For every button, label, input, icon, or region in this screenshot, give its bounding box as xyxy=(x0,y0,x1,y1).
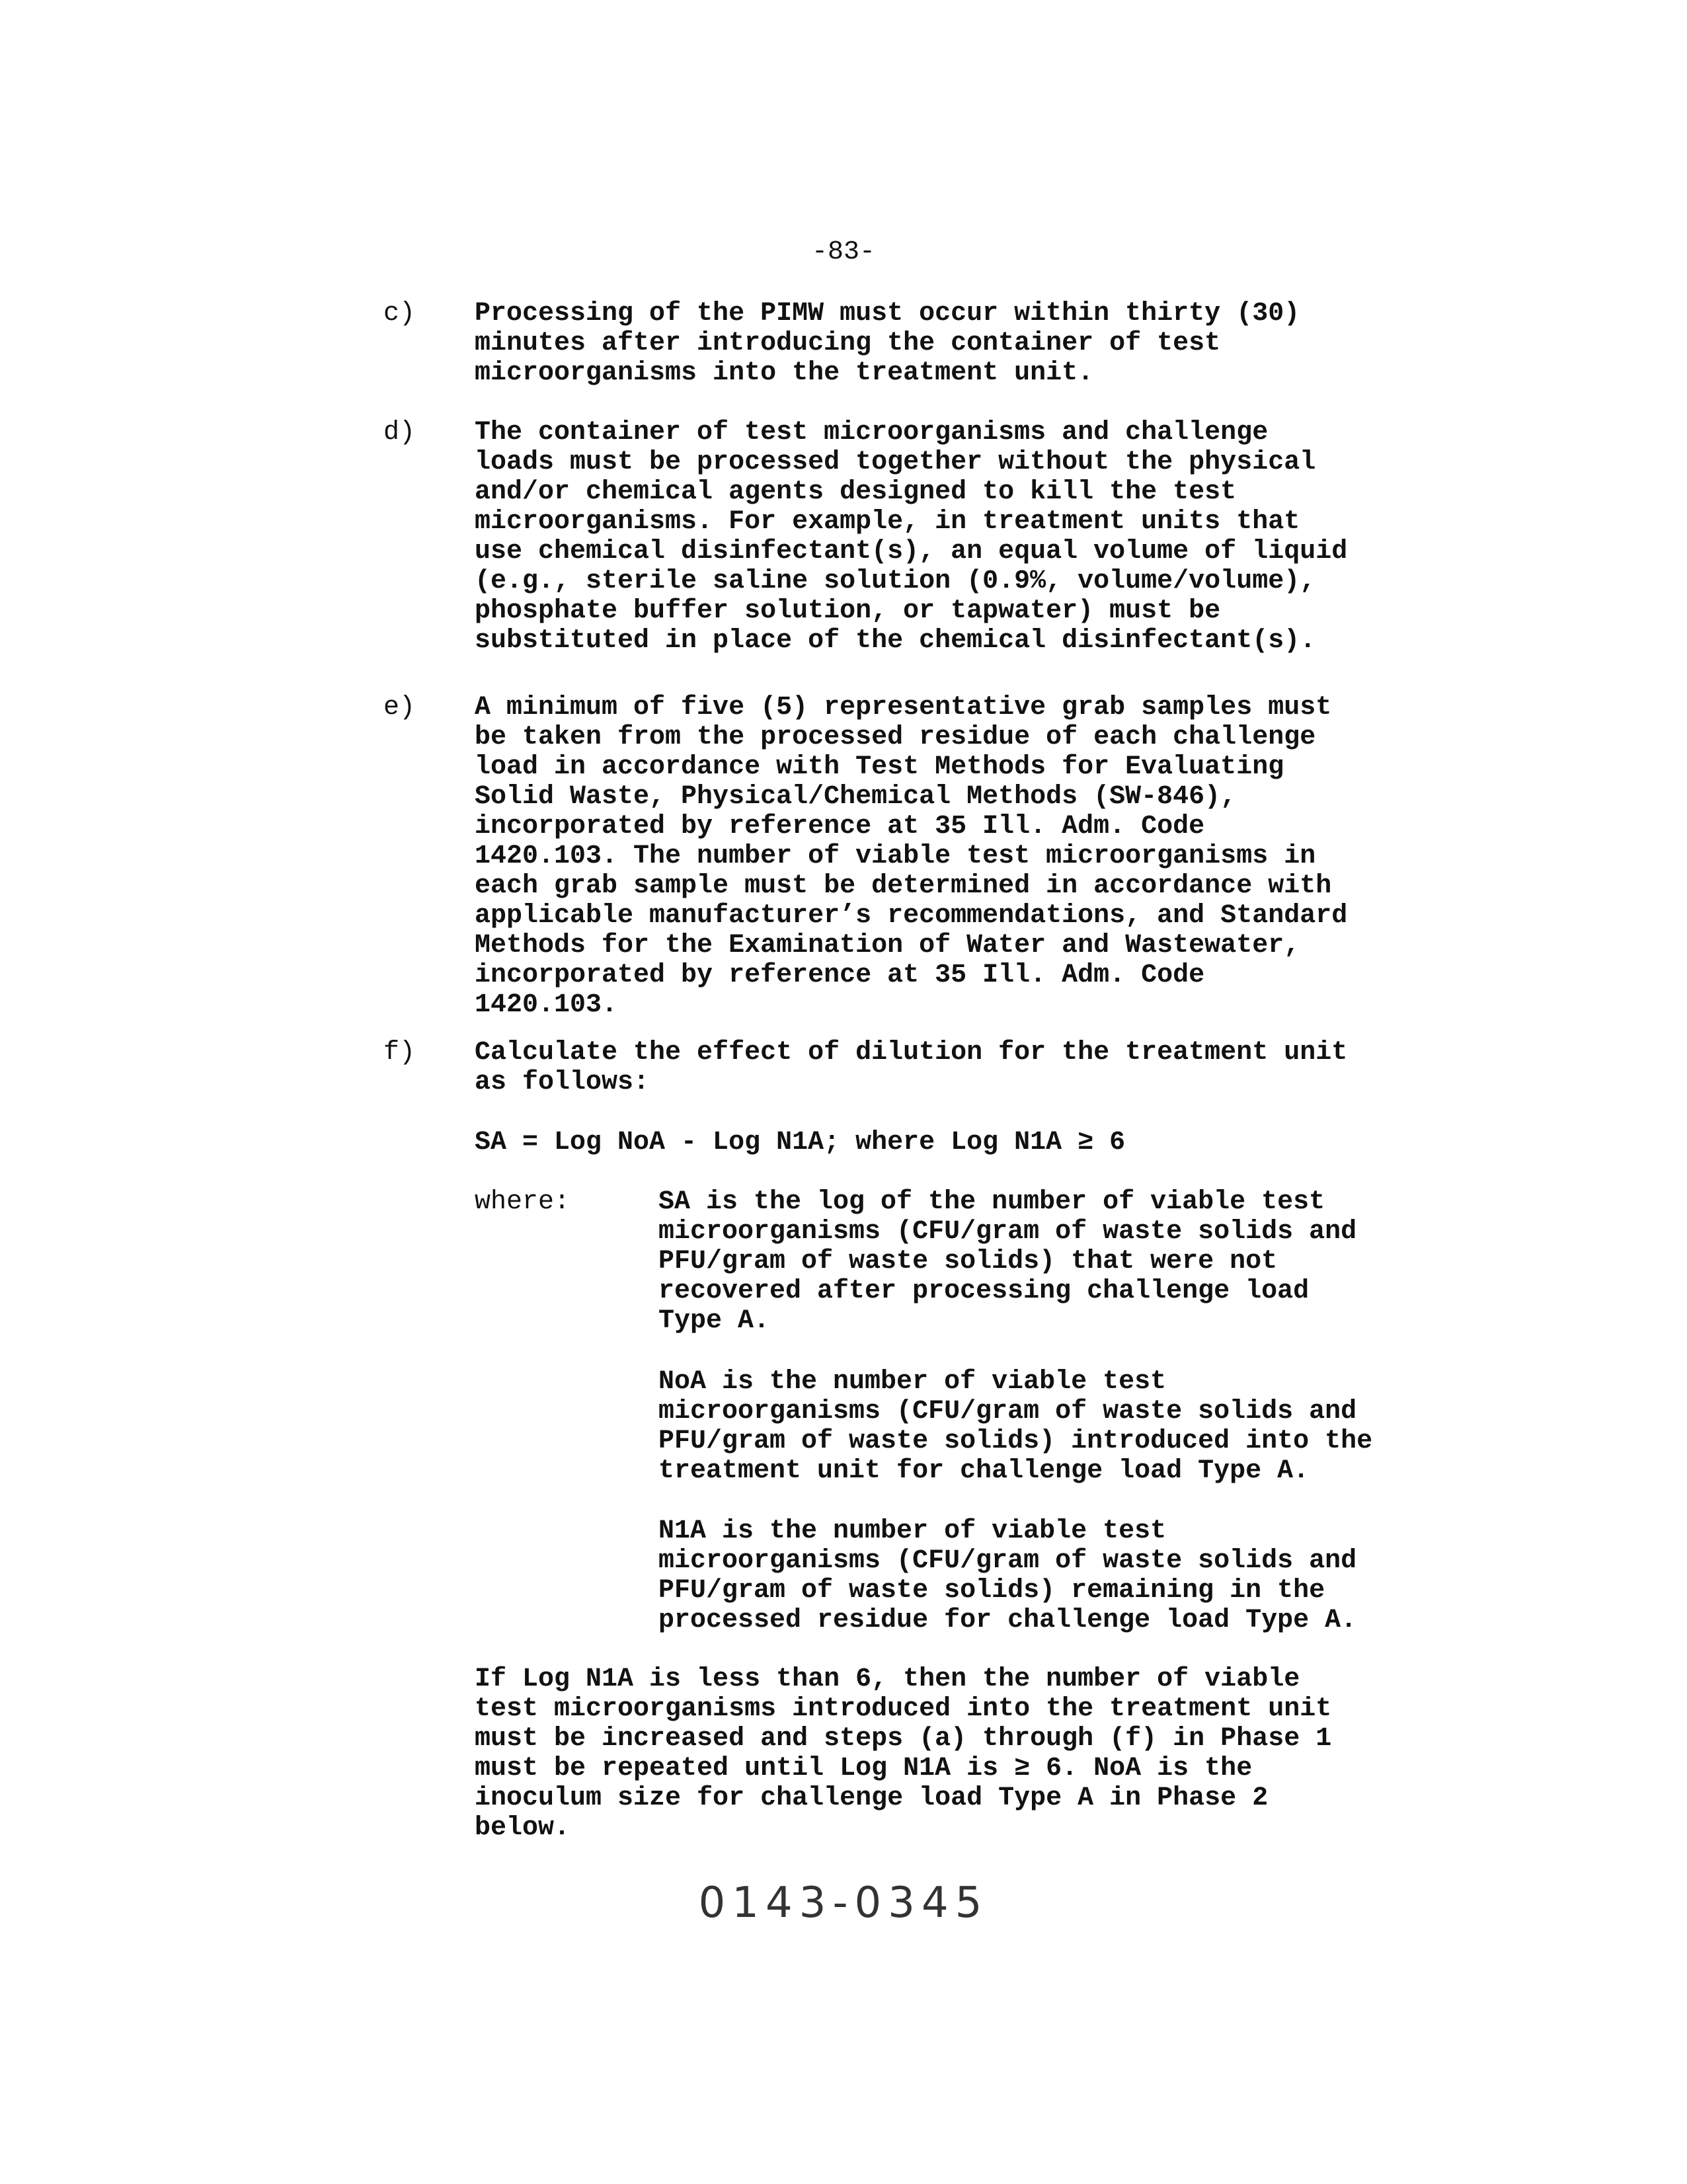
item-letter: d) xyxy=(383,418,416,448)
closing-paragraph: If Log N1A is less than 6, then the number of viable test microorganisms introduced into the treatment unit must be increased and steps (a) through (f) in Phase 1 must be repeated until Log N1A is ≥ 6. NoA is the inoculum size for challenge load Type A in Phase 2 below. xyxy=(475,1664,1332,1843)
item-letter: c) xyxy=(383,299,416,329)
item-letter: f) xyxy=(383,1038,416,1068)
item-letter: e) xyxy=(383,693,416,722)
definition-sa: SA is the log of the number of viable test microorganisms (CFU/gram of waste solids and PFU/gram of waste solids) that were not recovered after processing challenge load Type A. xyxy=(658,1187,1357,1336)
document-stamp: 0143-0345 xyxy=(698,1879,989,1928)
page-number: -83- xyxy=(811,237,875,267)
item-text: Processing of the PIMW must occur within thirty (30) minutes after introducing the container of test microorganisms into the treatment unit. xyxy=(475,299,1300,388)
item-text: The container of test microorganisms and challenge loads must be processed together without the physical and/or chemical agents designed to kill the test microorganisms. For example, in treatment units that use chemical disinfectant(s), an equal volume of liquid (e.g., sterile saline solution (0.9%, volume/volume), phosphate buffer solution, or tapwater) must be substituted in place of the chemical disinfectant(s). xyxy=(475,418,1348,656)
definition-noa: NoA is the number of viable test microorganisms (CFU/gram of waste solids and PFU/gram of waste solids) introduced into the treatment unit for challenge load Type A. xyxy=(658,1367,1373,1486)
definition-n1a: N1A is the number of viable test microorganisms (CFU/gram of waste solids and PFU/gram of waste solids) remaining in the processed residue for challenge load Type A. xyxy=(658,1516,1357,1635)
item-text: Calculate the effect of dilution for the treatment unit as follows: xyxy=(475,1038,1348,1097)
where-label: where: xyxy=(475,1187,570,1217)
dilution-formula: SA = Log NoA - Log N1A; where Log N1A ≥ 6 xyxy=(475,1128,1126,1157)
item-text: A minimum of five (5) representative grab samples must be taken from the processed residue of each challenge load in accordance with Test Methods for Evaluating Solid Waste, Physical/Chemical Methods (SW-846), incorporated by reference at 35 Ill. Adm. Code 1420.103. The number of viable test microorganisms in each grab sample must be determined in accordance with applicable manufacturer’s recommendations, and Standard Methods for the Examination of Water and Wastewater, incorporated by reference at 35 Ill. Adm. Code 1420.103. xyxy=(475,693,1348,1020)
